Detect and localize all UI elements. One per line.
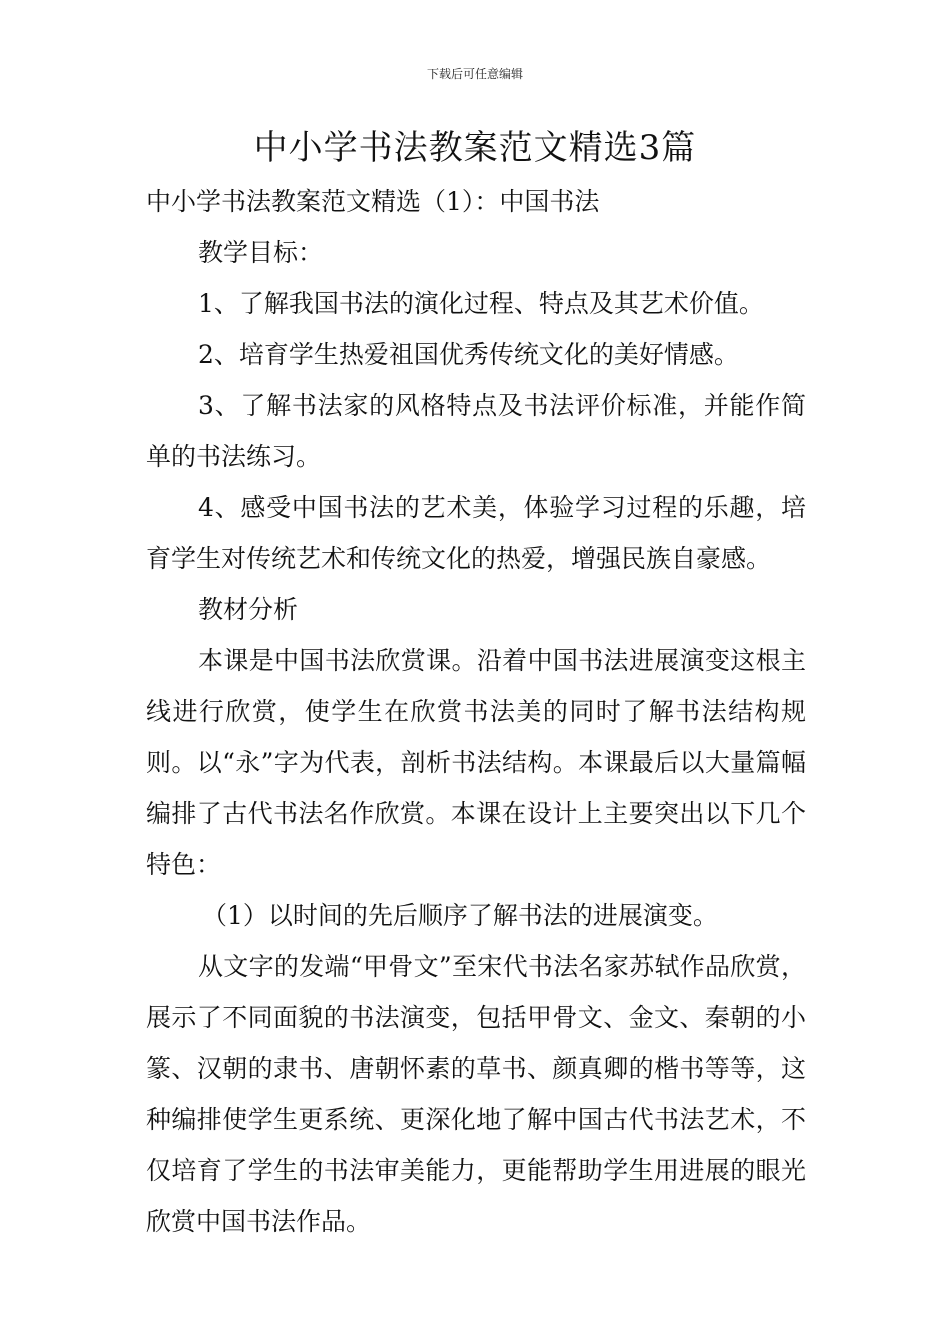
feature-detail-paragraph: 从文字的发端“甲骨文”至宋代书法名家苏轼作品欣赏，展示了不同面貌的书法演变，包括甲骨文、金文、秦朝的小篆、汉朝的隶书、唐朝怀素的草书、颜真卿的楷书等等，这种编排使学生更系统、更深化地了解中国古代书法艺术，不仅培育了学生的书法审美能力，更能帮助学生用进展的眼光欣赏中国书法作品。: [146, 952, 806, 1236]
objective-item: 3、了解书法家的风格特点及书法评价标准，并能作简单的书法练习。: [146, 391, 806, 471]
section-heading: 中小学书法教案范文精选（1）：中国书法: [146, 187, 600, 216]
objective-item: 1、了解我国书法的演化过程、特点及其艺术价值。: [198, 289, 764, 318]
objective-item: 2、培育学生热爱祖国优秀传统文化的美好情感。: [198, 340, 739, 369]
objectives-heading: 教学目标：: [198, 238, 324, 267]
analysis-heading: 教材分析: [198, 595, 299, 624]
feature-item: （1）以时间的先后顺序了解书法的进展演变。: [202, 901, 718, 930]
document-body: [146, 176, 806, 1247]
page-header-note: 下载后可任意编辑: [426, 67, 523, 81]
analysis-paragraph: 本课是中国书法欣赏课。沿着中国书法进展演变这根主线进行欣赏，使学生在欣赏书法美的同时了解书法结构规则。以“永”字为代表，剖析书法结构。本课最后以大量篇幅编排了古代书法名作欣赏。本课在设计上主要突出以下几个特色：: [146, 646, 806, 879]
objective-item: 4、感受中国书法的艺术美，体验学习过程的乐趣，培育学生对传统艺术和传统文化的热爱，增强民族自豪感。: [146, 493, 806, 573]
document-title: 中小学书法教案范文精选3篇: [253, 128, 697, 168]
